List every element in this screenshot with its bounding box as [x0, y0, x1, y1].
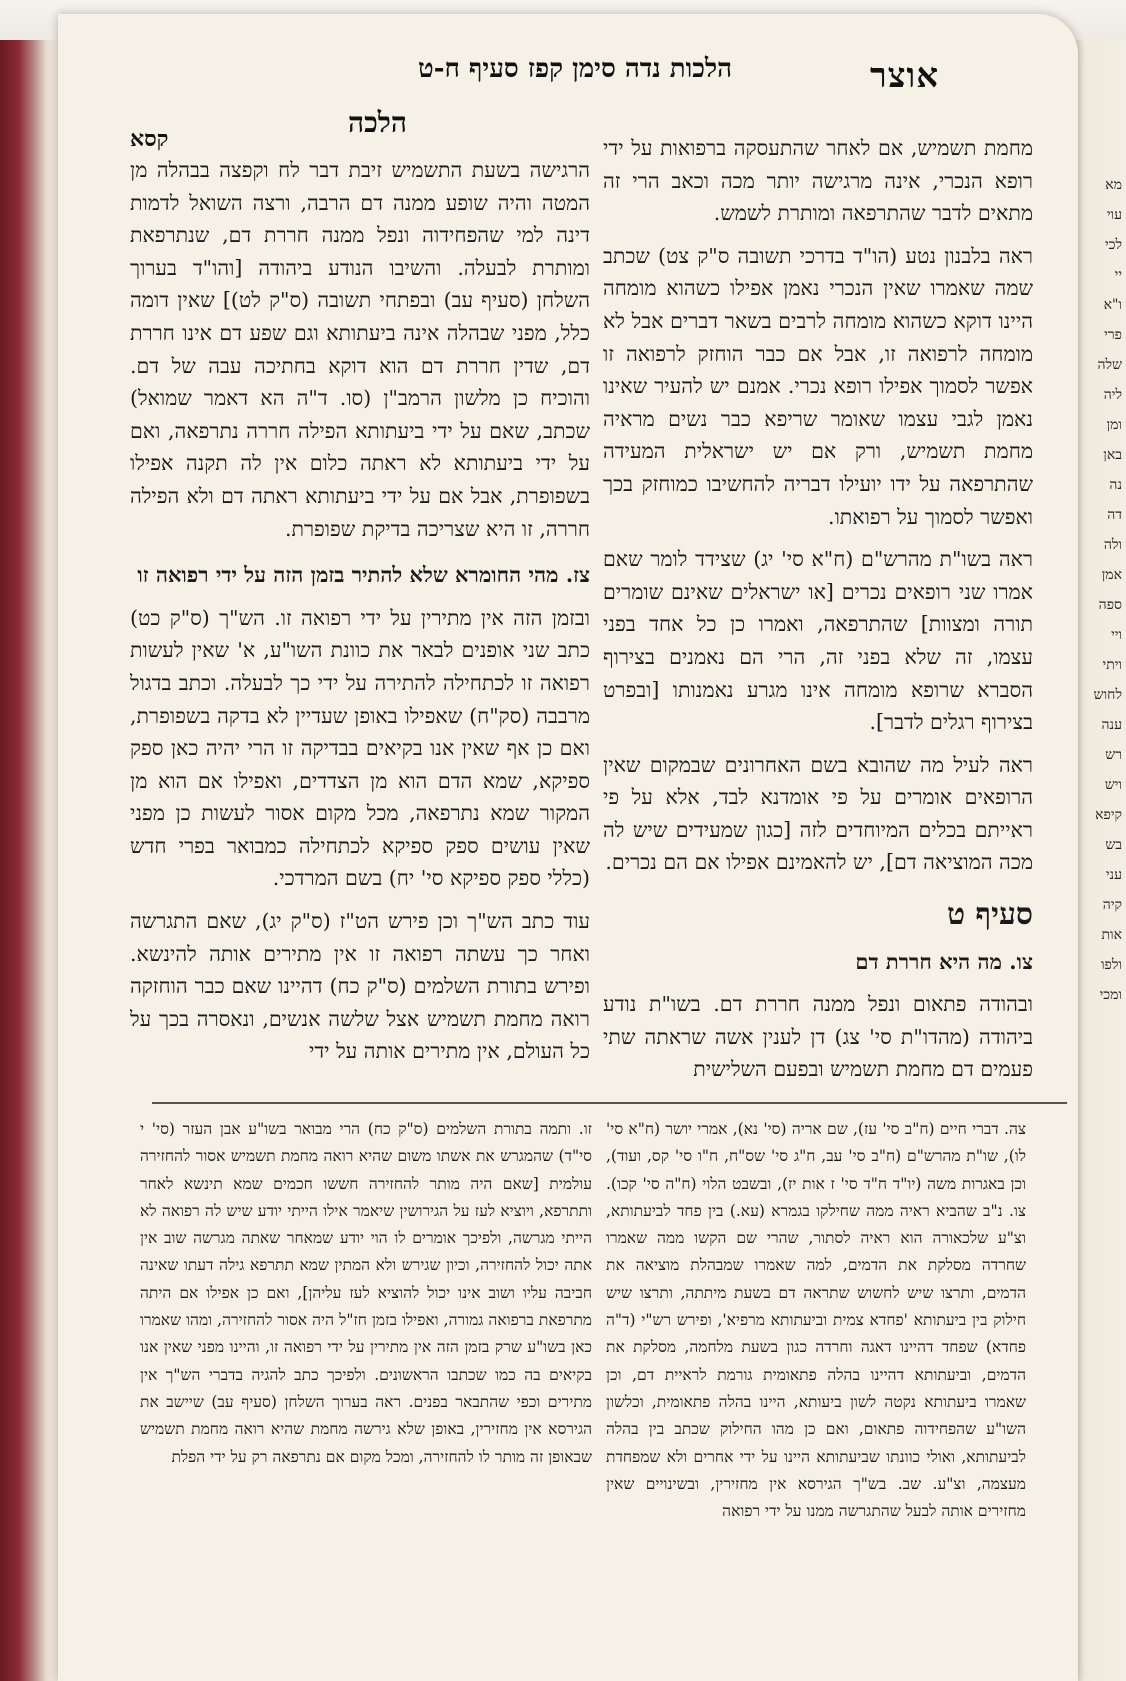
adjacent-page-fragment: קיפא [1095, 807, 1122, 823]
adjacent-page-text [1072, 170, 1122, 1670]
adjacent-page-fragment: ליה [1103, 387, 1122, 403]
adjacent-page-fragment: ויתי [1102, 657, 1122, 673]
adjacent-page-fragment: ו"א [1103, 297, 1122, 313]
header-left-title: הלכה [348, 106, 407, 139]
footnote-divider [152, 1102, 1067, 1104]
footnotes-left: זו. ותמה בתורת השלמים (ס"ק כח) הרי מבואר בשו"ע אבן העזר (סי' י סי"ד) שהמגרש את אשתו משום שהיא רואה מחמת תשמיש אסור להחזירה עולמית [שאם היה מותר להחזירה חששו חכמים שמא תינשא לאחר ותתרפא, ויוציא לעז על הגירושין שיאמר אילו הייתי יודע שיש לה רפואה לא הייתי מגרשה, ולפיכך אומרים לו הוי יודע שמאחר שאתה מגרשה שוב אין אתה יכול להחזירה, וכיון שגירש ולא המתין שמא תתרפא גילה דעתו שאינה חביבה עליו ושוב אינו יכול להוציא לעז עליהן], ואם כן אפילו אם היתה מתרפאת ברפואה גמורה, ואפילו בזמן חז"ל היה אסור להחזירה, ומהו שאמרו כאן בשו"ע שרק בזמן הזה אין מתירין על ידי רפואה זו, והיינו מפני שאין אנו בקיאים בה כמו שכתבו הראשונים. ולפיכך כתב להגיה בדברי הש"ך אין מתירים וכפי שהתבאר בפנים. ראה בערוך השלחן (סעיף עב) שיישב את הגירסא אין מחזירין, באופן שלא גירשה מחמת שהיא רואה מחמת תשמיש שבאופן זה מותר לו להחזירה, ומכל מקום אם נתרפאה רק על ידי הפלת [140, 1120, 592, 1466]
paragraph: ראה לעיל מה שהובא בשם האחרונים שבמקום שאין הרופאים אומרים על פי אומדנא לבד, אלא על פי ראייתם בכלים המיוחדים לזה [כגון שמעידים שיש לה מכה המוציאה דם], יש להאמינם אפילו אם הם נכרים. [603, 752, 1033, 875]
adjacent-page-fragment: לחוש [1093, 687, 1122, 703]
subsection-heading: צו. מה היא חררת דם [855, 948, 1033, 974]
adjacent-page-fragment: רש [1105, 747, 1122, 763]
left-column [130, 154, 590, 1078]
subsection-heading: צז. מהי החומרא שלא להתיר בזמן הזה על ידי רפואה זו [137, 562, 590, 588]
adjacent-page-fragment: קיה [1102, 897, 1122, 913]
footnotes-right: צה. דברי חיים (ח"ב סי' עז), שם אריה (סי' נא), אמרי יושר (ח"א סי' לו), שו"ת מהרש"ם (ח"ב סי' עב, ח"ג סי' שס"ח, ח"ו סי' קס, ועוד), וכן באגרות משה (יו"ד ח"ד סי' ז אות יז), ובשבט הלוי (ח"ה סי' קכו). צו. נ"ב שהביא ראיה ממה שחילקו בגמרא (עא.) בין פחד לביעתותא, וצ"ע שלכאורה הוא ראיה לסתור, שהרי שם הקשו ממה שאמרו שחרדה מסלקת את הדמים, למה שאמרו שמבהלת מוציאה את הדמים, ותרצו שיש לחשוש שתראה דם בשעת מיתתה, ותרצו שיש חילוק בין ביעתותא 'פחדא צמית וביעתותא מרפיא', ופירש רש"י (ד"ה פחדא) שפחד דהיינו דאגה וחרדה כגון בשעת מלחמה, מסלקת את הדמים, וביעתותא דהיינו בהלה פתאומית גורמת לראיית דם, וכן שאמרו ביעתותא נקטה לשון ביעותא, היינו בהלה פתאומית, וכלשון השו"ע שהפחידוה פתאום, ואם כן מהו החילוק שכתב בין בהלה לביעתותא, ואולי כוונתו שביעתותא היינו על ידי אחרים ולא שמפחדת מעצמה, וצ"ע. שב. בש"ך הגירסא אין מחזירין, ובשינויים שאין מחזירים אותה לבעל שהתגרשה ממנו על ידי רפואה [606, 1120, 1026, 1521]
adjacent-page-fragment: עוי [1106, 207, 1122, 223]
paragraph: ובהודה פתאום ונפל ממנה חררת דם. בשו"ת נודע ביהודה (מהדו"ת סי' צג) דן לענין אשה שראתה שתי פעמים דם מחמת תשמיש ובפעם השלישית [603, 992, 1033, 1082]
right-column [603, 132, 1033, 1096]
running-head: הלכות נדה סימן קפז סעיף ח-ט [418, 54, 733, 84]
adjacent-page-fragment: יי [1114, 267, 1122, 283]
adjacent-page-fragment: עני [1105, 867, 1122, 883]
adjacent-page-fragment: בש [1105, 837, 1122, 853]
adjacent-page-fragment: ומכי [1099, 987, 1122, 1003]
adjacent-page-fragment: אמן [1101, 567, 1122, 583]
paragraph: ראה בשו"ת מהרש"ם (ח"א סי' יג) שצידד לומר שאם אמרו שני רופאים נכרים [או ישראלים שאינם שומרים תורה ומצוות] שהתרפאה, ואמרו כן כל אחד בפני עצמו, זה שלא בפני זה, הרי הם נאמנים בצירוף הסברא שרופא מומחה אינו מגרע נאמנותו [ובפרט בצירוף רגלים לדבר]. [603, 547, 1033, 735]
adjacent-page-fragment: שלה [1097, 357, 1122, 373]
book-page [58, 14, 1078, 1681]
adjacent-page-fragment: ולה [1103, 537, 1122, 553]
adjacent-page-fragment: פרי [1104, 327, 1122, 343]
paragraph: עוד כתב הש"ך וכן פירש הט"ז (ס"ק יג), שאם התגרשה ואחר כך עשתה רפואה זו אין מתירים אותה להינשא. ופירש בתורת השלמים (ס"ק כח) דהיינו שאם כבר הוחזקה רואה מחמת תשמיש אצל שלשה אנשים, ונאסרה בכך על כל העולם, אין מתירים אותה על ידי [130, 909, 590, 1064]
adjacent-page-fragment: ענה [1101, 717, 1122, 733]
adjacent-page-fragment: ולפו [1100, 957, 1122, 973]
adjacent-page-fragment: באן [1103, 447, 1122, 463]
adjacent-page-fragment: לכי [1104, 237, 1122, 253]
paragraph: מחמת תשמיש, אם לאחר שהתעסקה ברפואות על ידי רופא הנכרי, אינה מרגישה יותר מכה וכאב הרי זה מתאים לדבר שהתרפאה ומותרת לשמש. [603, 136, 1033, 226]
section-heading: סעיף ט [946, 897, 1033, 933]
adjacent-page-fragment: ספה [1098, 597, 1122, 613]
paragraph: ובזמן הזה אין מתירין על ידי רפואה זו. הש"ך (ס"ק כט) כתב שני אופנים לבאר את כוונת השו"ע, א' שאין לעשות רפואה זו לכתחילה להתירה על ידי כך לבעלה. וכתב בדגול מרבבה (סק"ח) שאפילו באופן שעדיין לא בדקה בשפופרת, ואם כן אף שאין אנו בקיאים בבדיקה זו הרי יהיה כאן ספק ספיקא, שמא הדם הוא מן הצדדים, ואפילו אם הוא מן המקור שמא נתרפאה, מכל מקום אסור לעשות כן מפני שאין עושים ספק ספיקא לכתחילה כמבואר בפרי חדש (כללי ספק ספיקא סי' יח) בשם המרדכי. [130, 605, 590, 891]
paragraph: הרגישה בשעת התשמיש זיבת דבר לח וקפצה בבהלה מן המטה והיה שופע ממנה דם הרבה, ורצה השואל לדמות דינה למי שהפחידוה ונפל ממנה חררת דם, שנתרפאת ומותרת לבעלה. והשיבו הנודע ביהודה [והו"ד בערוך השלחן (סעיף עב) ובפתחי תשובה (ס"ק לט)] שאין דומה כלל, מפני שבהלה אינה ביעתותא וגם שפע דם אינו חררת דם, שדין חררת דם הוא דוקא בחתיכה עבה של דם. והוכיח כן מלשון הרמב"ן (סו. ד"ה הא דאמר שמואל) שכתב, שאם על ידי ביעתותא הפילה חררה נתרפאה, ואם על ידי ביעתותא לא ראתה כלום אין לה תקנה אפילו בשפופרת, אבל אם על ידי ביעתותא ראתה דם ולא הפילה חררה, זו היא שצריכה בדיקת שפופרת. [130, 158, 590, 541]
paragraph: ראה בלבנון נטע (הו"ד בדרכי תשובה ס"ק צט) שכתב שמה שאמרו שאין הנכרי נאמן אפילו כשהוא מומחה היינו דוקא כשהוא מומחה לרבים בשאר דברים אבל לא מומחה לרפואה זו, אבל אם כבר הוחזק לרפואה זו אפשר לסמוך אפילו רופא נכרי. אמנם יש להעיר שאינו נאמן לגבי עצמו שאומר שריפא כבר נשים מראיה מחמת תשמיש, ורק אם יש ישראלית המעידה שהתרפאה על ידו יועילו דבריה להחשיבו כמוחזק בכך ואפשר לסמוך על רפואתו. [603, 243, 1033, 529]
adjacent-page-fragment: מא [1105, 177, 1122, 193]
adjacent-page-fragment: ויי [1111, 627, 1122, 643]
book-binding-edge [0, 40, 62, 1681]
header-right-title: אוצר [870, 56, 940, 96]
adjacent-page-fragment: נה [1109, 477, 1122, 493]
page-number: קסא [130, 126, 169, 152]
adjacent-page-fragment: אות [1101, 927, 1122, 943]
adjacent-page-fragment: דה [1107, 507, 1122, 523]
adjacent-page-fragment: ומן [1106, 417, 1122, 433]
adjacent-page-fragment: ויש [1104, 777, 1122, 793]
